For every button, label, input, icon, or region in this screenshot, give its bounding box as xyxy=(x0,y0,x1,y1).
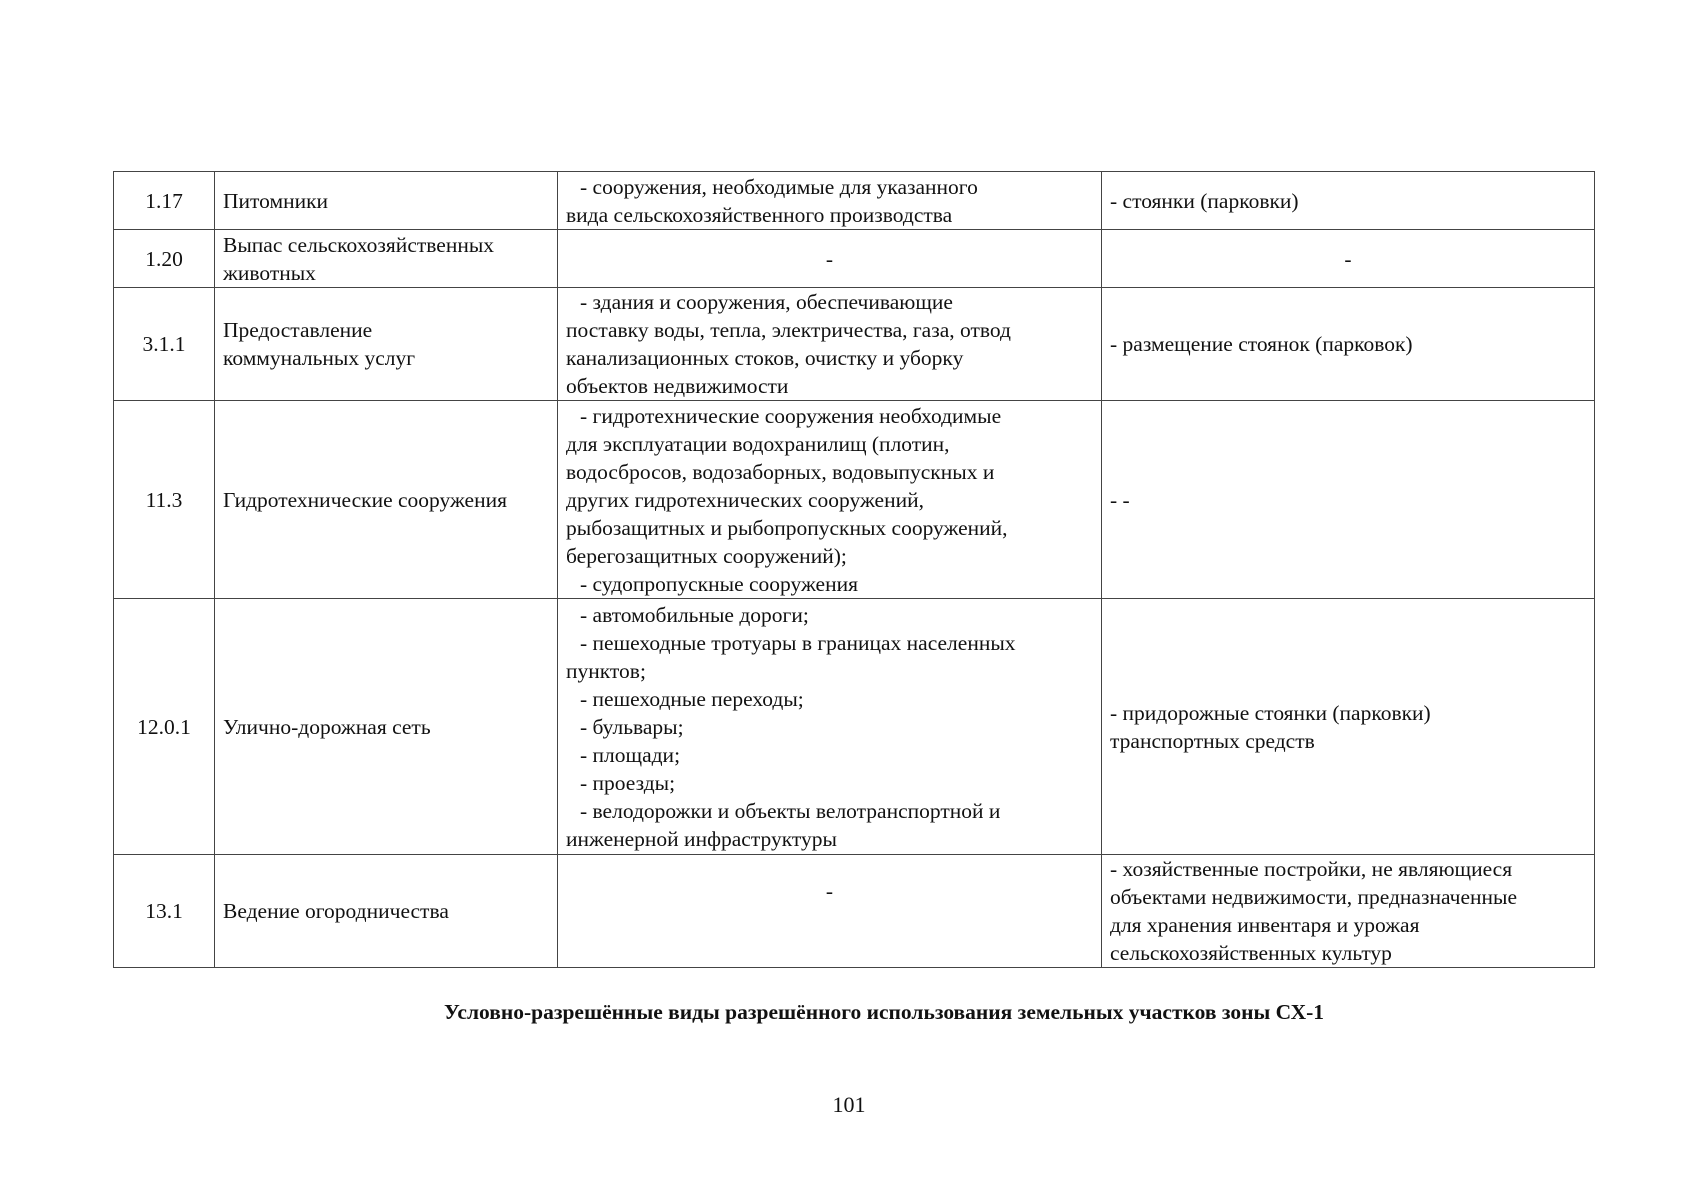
row-aux-cell xyxy=(1102,401,1595,599)
row-main-line: - велодорожки и объекты велотранспортной и xyxy=(580,798,1001,823)
row-code: 3.1.1 xyxy=(142,332,186,356)
row-main-line: пунктов; xyxy=(566,658,646,683)
row-code-cell xyxy=(114,230,215,288)
row-aux-cell xyxy=(1102,599,1595,855)
row-main-line: рыбозащитных и рыбопропускных сооружений, xyxy=(566,515,1008,540)
row-aux-line: транспортных средств xyxy=(1110,728,1315,753)
row-aux-line: - придорожные стоянки (парковки) xyxy=(1110,700,1431,725)
row-code: 12.0.1 xyxy=(137,714,191,739)
row-aux-cell xyxy=(1102,230,1595,288)
row-main-line: - судопропускные сооружения xyxy=(580,571,858,596)
table-row xyxy=(114,855,1595,968)
row-main-cell xyxy=(558,401,1102,599)
row-name-line: Ведение огородничества xyxy=(223,899,449,923)
row-aux-line: сельскохозяйственных культур xyxy=(1110,941,1392,965)
row-name-line: Улично-дорожная сеть xyxy=(223,714,431,739)
row-aux-line: - размещение стоянок (парковок) xyxy=(1110,332,1413,356)
page-number: 101 xyxy=(832,1092,866,1117)
row-aux-line: - хозяйственные постройки, не являющиеся xyxy=(1110,857,1513,881)
row-main-cell xyxy=(558,599,1102,855)
row-main-line: канализационных стоков, очистку и уборку xyxy=(566,346,964,370)
row-aux-line: объектами недвижимости, предназначенные xyxy=(1110,885,1518,909)
row-name-line: Выпас сельскохозяйственных xyxy=(223,232,495,257)
row-code-cell xyxy=(114,599,215,855)
row-main-line: вида сельскохозяйственного производства xyxy=(566,202,953,227)
row-code-cell xyxy=(114,401,215,599)
row-main-cell xyxy=(558,288,1102,401)
row-code-cell xyxy=(114,855,215,968)
row-main-line: - бульвары; xyxy=(580,714,684,739)
row-main-line: - площади; xyxy=(580,742,681,767)
row-code: 13.1 xyxy=(145,899,183,923)
row-name-line: Питомники xyxy=(223,188,329,213)
row-main-line: для эксплуатации водохранилищ (плотин, xyxy=(566,431,950,456)
row-main-line: - автомобильные дороги; xyxy=(580,602,809,627)
table-row xyxy=(114,401,1595,599)
land-use-table xyxy=(113,171,1595,968)
row-name-cell xyxy=(215,230,558,288)
row-main-line: - гидротехнические сооружения необходимые xyxy=(580,403,1002,428)
row-code-cell xyxy=(114,288,215,401)
row-name-cell xyxy=(215,172,558,230)
row-main-line: объектов недвижимости xyxy=(566,374,789,398)
row-code: 1.20 xyxy=(145,246,183,271)
row-aux-line: - xyxy=(1344,246,1352,271)
row-aux-line: для хранения инвентаря и урожая xyxy=(1110,913,1420,937)
row-name-line: коммунальных услуг xyxy=(223,346,416,370)
table-row xyxy=(114,288,1595,401)
row-main-cell xyxy=(558,855,1102,968)
row-name-line: животных xyxy=(223,260,316,285)
row-main-line: - сооружения, необходимые для указанного xyxy=(580,174,978,199)
row-main-line: водосбросов, водозаборных, водовыпускных и xyxy=(566,459,995,484)
row-aux-line: - - xyxy=(1110,487,1130,512)
row-aux-cell xyxy=(1102,172,1595,230)
row-main-line: - пешеходные переходы; xyxy=(580,686,804,711)
row-main-cell xyxy=(558,172,1102,230)
row-main-line: других гидротехнических сооружений, xyxy=(566,487,924,512)
table-row xyxy=(114,172,1595,230)
row-main-line: - проезды; xyxy=(580,770,676,795)
row-aux-cell xyxy=(1102,855,1595,968)
row-name-cell xyxy=(215,401,558,599)
row-name-cell xyxy=(215,855,558,968)
row-aux-cell xyxy=(1102,288,1595,401)
row-main-line: - xyxy=(825,246,834,271)
row-name-cell xyxy=(215,599,558,855)
row-name-cell xyxy=(215,288,558,401)
row-main-line: - xyxy=(825,879,834,903)
row-code-cell xyxy=(114,172,215,230)
row-main-line: инженерной инфраструктуры xyxy=(566,826,837,851)
row-main-line: поставку воды, тепла, электричества, газа, отвод xyxy=(566,318,1011,342)
row-main-line: - здания и сооружения, обеспечивающие xyxy=(580,290,953,314)
section-caption: Условно-разрешённые виды разрешённого использования земельных участков зоны СХ-1 xyxy=(443,1000,1325,1024)
table-row xyxy=(114,599,1595,855)
row-code: 1.17 xyxy=(145,188,183,213)
row-name-line: Предоставление xyxy=(223,318,373,342)
row-name-line: Гидротехнические сооружения xyxy=(223,487,507,512)
row-main-line: берегозащитных сооружений); xyxy=(566,543,847,568)
row-aux-line: - стоянки (парковки) xyxy=(1110,188,1299,213)
row-main-line: - пешеходные тротуары в границах населенных xyxy=(580,630,1016,655)
row-main-cell xyxy=(558,230,1102,288)
table-row xyxy=(114,230,1595,288)
row-code: 11.3 xyxy=(145,487,183,512)
